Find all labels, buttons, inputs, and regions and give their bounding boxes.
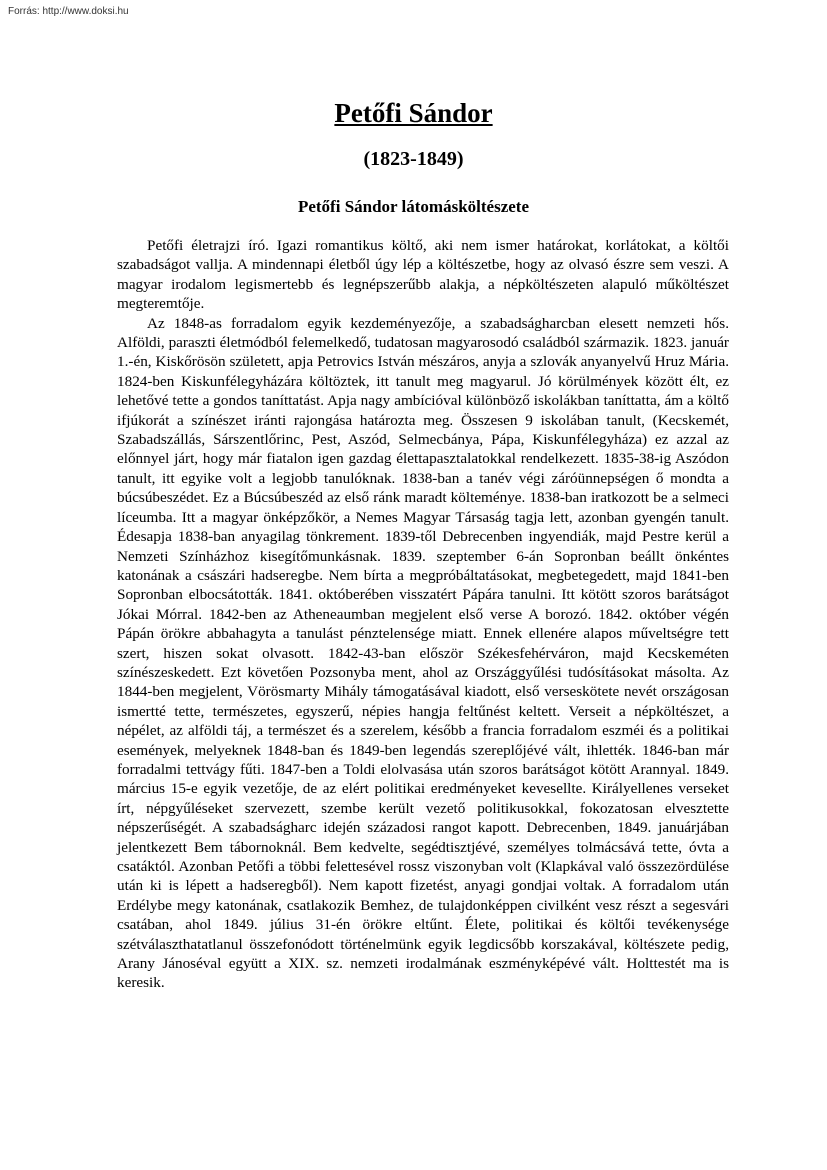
document-body <box>117 236 729 993</box>
life-years: (1823-1849) <box>363 148 464 170</box>
page-title: Petőfi Sándor <box>334 98 493 128</box>
paragraph-intro: Petőfi életrajzi író. Igazi romantikus költő, aki nem ismer határokat, korlátokat, a költői szabadságot vallja. A mindennapi életből úgy lép a költészetbe, hogy az olvasó észre sem veszi. A magyar irodalom legismertebb és legnépszerűbb alakja, a népköltészeten alapuló műköltészet megteremtője. <box>117 237 729 313</box>
section-subtitle: Petőfi Sándor látomásköltészete <box>297 197 530 216</box>
paragraph-biography: Az 1848-as forradalom egyik kezdeményezője, a szabadságharcban elesett nemzeti hős. Alföldi, paraszti életmódból felemelkedő, tudatosan magyarosodó családból származik. 1823. január 1.-én, Kiskőrösön született, apja Petrovics István mészáros, anyja a szlovák anyanyelvű Hruz Mária. 1824-ben Kiskunfélegyházára költöztek, itt tanult meg magyarul. Jó körülmények között élt, ez lehetővé tette a gondos taníttatást. Apja nagy ambícióval különböző iskolákban taníttatta, ám a költő ifjúkorát a színészet iránti rajongása határozta meg. Összesen 9 iskolában tanult, (Kecskemét, Szabadszállás, Sárszentlőrinc, Pest, Aszód, Selmecbánya, Pápa, Kiskunfélegyháza) ez azzal az előnnyel járt, hogy már fiatalon igen gazdag élettapasztalatokkal rendelkezett. 1835-38-ig Aszódon tanult, itt egyike volt a legjobb tanulóknak. 1838-ban a tanév végi záróünnepségen ő mondta a búcsúbeszédet. Ez a Búcsúbeszéd az első ránk maradt költeménye. 1838-ban iratkozott be a selmeci líceumba. Itt a magyar önképzőkör, a Nemes Magyar Társaság tagja lett, azonban gyengén tanult. Édesapja 1838-ban anyagilag tönkrement. 1839-től Debrecenben ingyendiák, majd Pestre kerül a Nemzeti Színházhoz kisegítőmunkásnak. 1839. szeptember 6-án Sopronban beállt önkéntes katonának a császári hadseregbe. Nem bírta a megpróbáltatásokat, megbetegedett, majd 1841-ben Sopronban elbocsátották. 1841. októberében visszatért Pápára tanulni. Itt kötött szoros barátságot Jókai Mórral. 1842-ben az Atheneaumban megjelent első verse A borozó. 1842. október végén Pápán örökre abbahagyta a tanulást pénztelensége miatt. Ennek ellenére alapos műveltségre tett szert, hiszen sokat olvasott. 1842-43-ban először Székesfehérváron, majd Kecskeméten színészeskedett. Ezt követően Pozsonyba ment, ahol az Országgyűlési tudósításokat másolta. Az 1844-ben megjelent, Vörösmarty Mihály támogatásával kiadott, első verseskötete nevét országosan ismertté tette, természetes, egyszerű, népies hangja feltűnést keltett. Verseit a népköltészet, a népélet, az alföldi táj, a természet és a szerelem, később a francia forradalom eszméi és a politikai események, melyeknek 1848-ban és 1849-ben legendás szereplőjévé vált, ihlették. 1846-ban már forradalmi tettvágy fűti. 1847-ben a Toldi elolvasása után szoros barátságot kötött Arannyal. 1849. március 15-e egyik vezetője, de az elért politikai eredményeket kevesellte. Királyellenes verseket írt, népgyűléseket szervezett, szembe került vezető politikusokkal, fokozatosan elvesztette népszerűségét. A szabadságharc idején századosi rangot kapott. Debrecenben, 1849. januárjában jelentkezett Bem tábornoknál. Bem kedvelte, segédtisztjévé, személyes tolmácsává tette, óvta a csatáktól. Azonban Petőfi a többi felettesével rossz viszonyban volt (Klapkával való összezördülése után ki is lépett a hadseregből). Nem kapott fizetést, anyagi gondjai voltak. A forradalom után Erdélybe megy katonának, csatlakozik Bemhez, de tulajdonképpen civilként vesz részt a segesvári csatában, ahol 1849. július 31-én örökre eltűnt. Élete, politikai és költői tevékenysége szétválaszthatatlanul összefonódott történelmünk egyik legdicsőbb korszakával, költészete pedig, Arany Jánoséval együtt a XIX. sz. nemzeti irodalmának eszményképévé vált. Holttestét ma is keresik. <box>117 314 729 992</box>
source-label: Forrás: http://www.doksi.hu <box>8 6 129 17</box>
